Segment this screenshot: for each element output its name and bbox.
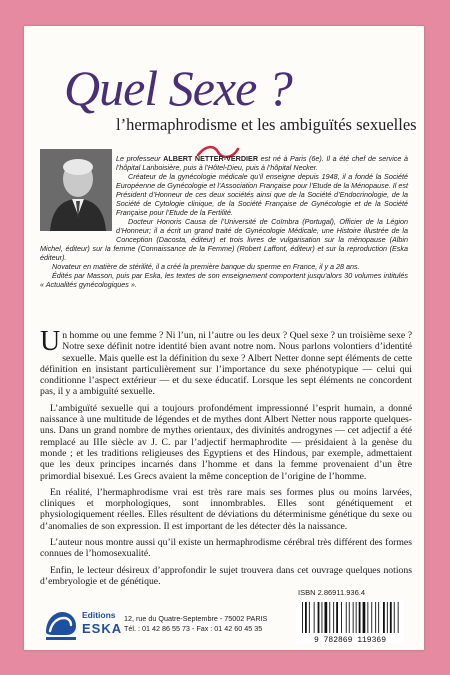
publisher-editions: Editions [82, 610, 116, 620]
barcode-bar [309, 602, 310, 633]
barcode-bar [390, 602, 392, 633]
author-name: ALBERT NETTER-VERDIER [163, 154, 259, 163]
eska-logo-icon [40, 608, 80, 644]
bio-paragraph: Créateur de la gynécologie médicale qu’il enseigne depuis 1948, il a fondé la Société Européenne de Gynécologie et l’Association Française pour l’Etude de la Ménopause. Il est Président d’Honneur de ces deux sociétés ainsi que de la Société d’Endocrinologie, de la Société de Cytologie clinique, de la Société Française de Gynécologie et de la Société Française pour l’Etude de la Fertilité. [116, 172, 408, 217]
drop-cap: U [40, 326, 61, 357]
barcode-bar [383, 602, 385, 633]
barcode-bar [356, 602, 357, 633]
barcode-bar [333, 602, 334, 633]
barcode-bar [394, 602, 395, 633]
barcode-bar [359, 602, 361, 633]
barcode-bar [318, 602, 320, 633]
blurb-paragraph: L’ambiguïté sexuelle qui a toujours profondément impressionné l’esprit humain, a donné naissance à une multitude de légendes et de mythes dont Albert Netter nous rapporte quelques-uns. Dans un grand nombre de mythes orientaux, des divinités androgynes — cet adjectif a été remplacé au IIIe siècle av J. C. par l’adjectif hermaphrodite — présidaient à la genèse du monde ; et les traditions religieuses des Egyptiens et des Hindous, par exemple, admettaient que les deux principes incarnés dans l’homme et dans la femme provenaient d’un être primordial bisexué. Les Grecs avaient la même conception de l’origine de l’homme. [40, 402, 412, 482]
barcode-bar [336, 602, 338, 633]
barcode-bar [305, 602, 307, 633]
bio-paragraph: Docteur Honoris Causa de l’Université de Coïmbra (Portugal), Officier de la Légion d’Honneur; il a écrit un grand traité de Gynécologie Médicale, une Histoire illustrée de la Conception (Dacosta, éditeur) et trois livres de vulgarisation sur la ménopause (Albin Michel, éditeur) sur la femme (Connaissance de la Femme) (Robert Laffont, éditeur) et sur la reproduction (Eska éditeur). [40, 217, 408, 262]
blurb-paragraph: L’auteur nous montre aussi qu’il existe un hermaphrodisme cérébral très différent des formes connues de l’homosexualité. [40, 537, 412, 560]
barcode-bar [325, 602, 328, 633]
bio-intro: Le professeur [116, 154, 161, 163]
bio-paragraph: Édités par Masson, puis par Eska, les textes de son enseignement comportent jusqu’alors 30 volumes intitulés « Actualités gynécologiques ». [40, 271, 408, 289]
barcode-bar [387, 602, 388, 633]
book-subtitle: l’hermaphrodisme et les ambiguïtés sexuelles [116, 115, 417, 134]
barcode-bar [341, 602, 342, 633]
barcode-bar [302, 602, 303, 633]
cream-panel [24, 26, 424, 650]
barcode-bar [322, 602, 323, 633]
barcode-bar [371, 602, 372, 633]
barcode-icon [296, 600, 404, 644]
publisher-contact [124, 614, 294, 634]
barcode-bar [367, 602, 368, 633]
barcode-bar [363, 602, 366, 633]
barcode-bar [375, 602, 376, 633]
blurb-paragraph: Enfin, le lecteur désireux d’approfondir le sujet trouvera dans cet ouvrage quelques notions d’embryologie et de génétique. [40, 564, 412, 587]
barcode-bar [353, 602, 354, 633]
barcode-bar [314, 602, 315, 633]
publisher-name: ESKA [82, 621, 123, 636]
bio-paragraph: Novateur en matière de stérilité, il a créé la première banque du sperme en France, il y a 28 ans. [52, 262, 360, 271]
barcode-digits: 9 782869 119369 [313, 636, 387, 644]
barcode-bar [349, 602, 350, 633]
barcode-bar [398, 602, 399, 633]
barcode-bar [346, 602, 347, 633]
blurb-paragraph: En réalité, l’hermaphrodisme vrai est très rare mais ses formes plus ou moins larvées, cliniques et morphologiques, sont innombrables. Elles sont génétiquement et physiologiquement réelles. Elles résultent de déviations du déterminisme génétique du sexe ou d’anomalies de son expression. Il est important de les détecter dès la naissance. [40, 486, 412, 532]
publisher-phone: Tél. : 01 42 86 55 73 - Fax : 01 42 60 45 35 [124, 624, 263, 633]
blurb-paragraph [40, 326, 412, 398]
barcode-bar [329, 602, 330, 633]
isbn-label: ISBN 2.86911.936.4 [298, 588, 365, 597]
book-title: Quel Sexe ? [64, 60, 292, 116]
blurb-text [40, 326, 412, 592]
author-biography [40, 154, 408, 289]
blurb-line: n homme ou une femme ? Ni l’un, ni l’autre ou les deux ? Quel sexe ? un troisième sexe ? Notre sexe définit notre identité bien avant notre nom. Nous parlons volontiers d’identité sexuelle. Mais quelle est la définition du sexe ? Albert Netter donne sept éléments de cette définition en insistant particulièrement sur l’importance du sexe phénotypique — celui qui conditionne l’aspect extérieur — et du sexe éducatif. Lorsque les sept éléments ne concordent pas, il y a ambiguïté sexuelle. [40, 330, 412, 398]
barcode-bar [378, 602, 379, 633]
bio-line: est né à Paris (6e). Il a été chef de service à l’hôpital Lariboisière, puis à l’Hôtel-Dieu, puis à l’hôpital Necker. [116, 154, 408, 172]
publisher-address: 12, rue du Quatre-Septembre - 75002 PARIS [124, 614, 268, 623]
